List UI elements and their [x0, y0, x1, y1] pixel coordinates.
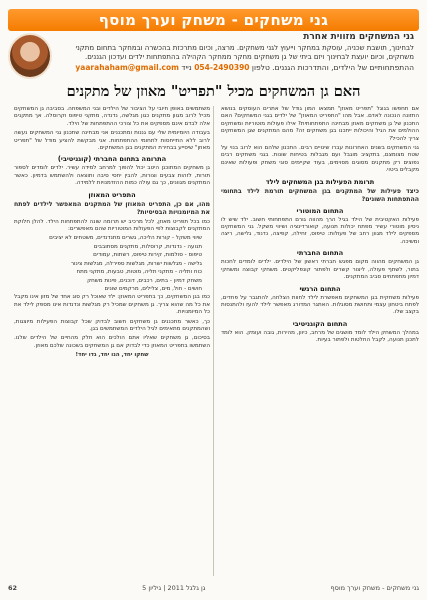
- section-heading: תרומת הפעילות בגן המשחקים לילד: [265, 177, 375, 186]
- paragraph: פעילות משחקית בגן המשחקים מאפשרת לילד לחוות הצלחה, להתגבר על פחדים, לפתח ביטחון עצמי ותחושת מסוגלות. האתגר המדורג מאפשר לילד להעז ולהתנסות בקצב שלו.: [221, 294, 419, 316]
- paragraph: גני המשחקים בשנים האחרונות עברו שינויים רבים. התכנון שלהם הוא לרוב בנוי על שטח מצומצם, בתקציב מוגבל ועם מגבלות בטיחות שונות. בגני משחקים רבים נפוצים רק מתקנים מסוגים מסוימים, בעוד שקיימים סוגי משחק ופעולות שאינם מקבלים ביטוי.: [221, 145, 419, 174]
- paragraph: כמו בכל תפריט מאוזן, לכל מרכיב יש תרומה שונה להתפתחות הילד. להלן חלוקת המתקנים לקבוצות לפי הפעולות המוטוריות שהם מאפשרים:: [14, 218, 210, 233]
- list-item: כוח ותליה - מתקני תליה, מוטות, טבעות, מתקני מתח: [76, 269, 202, 276]
- subsection-heading: התחום הקוגניטיבי: [292, 319, 348, 328]
- list-item: גלישה - מגלשות ישרות, מגלשות ספירלה, מגלשות צינור: [70, 260, 202, 267]
- paragraph: משתמשים באופן חיובי על הציבור של הילדים ובני המשפחה. בסביבה גן המשחקים מכיל לרוב מגוון מתקנים כגון מגלשה, נדנדה, מתקני טיפוס וקרוסלה. אך מתקנים אלה לבדם אינם מספקים את כל צורכי ההתפתחות של הילד.: [14, 106, 210, 127]
- list-item: טיפוס - סולמות, קירות טיפוס, רשתות, עמודים: [93, 252, 202, 259]
- paragraph: גן המשחקים מהווה מקום מפגש חברתי ראשון של הילדים. ילדים לומדים לחכות בתור, לשתף פעולה, ליצור קשרים ולפתור קונפליקטים. משחקי קבוצה ומשחקי דמיון מתפתחים סביב המתקנים.: [221, 259, 419, 281]
- subsection-heading: התרומה בתחום החברתי (קוגניטיבי): [57, 155, 167, 164]
- footer-issue: גן גלגל 2011 | גיליון 5: [142, 584, 206, 592]
- intro-paragraph: אם תחפשו בגוגל "תפריט מאוזן" תמצאו המון גודל של אתרים העוסקים בנושא התזונה הנכונה לאדם. אבל מהו "התפריט המאוזן" של ילדים בגני המשחקים? האם התכנון של גן משחקים מאוזן מבחינה התפתחותית? אילו פעולות מוטוריות ומשחקים ההולמים את הגיל והיכולות ייתכנו בגן משחקים זה? מהם המתקנים שגן המשחקים צריך להכיל?: [221, 106, 419, 142]
- section-lead: כיצד פעילות של המתקנים בגן המשחקים תורמת לילד בתחומי ההתפתחות השונים?: [221, 187, 419, 203]
- subsection-heading: התחום המוטורי: [296, 206, 344, 215]
- article-headline: האם גן המשחקים מכיל "תפריט" מאוזן של מתקנים: [66, 83, 361, 100]
- paragraph: כמו בגן המשחקים, כך בתפריט המאוזן: ילד שאוכל רק סוג אחד של מזון אינו מקבל את כל מה שהוא צריך. גן משחקים שמכיל רק מגלשות ונדנדות אינו מספק לילד את כל המיומנויות.: [14, 294, 210, 316]
- signoff: שחקו יחד, הנו יחד, גדו יחד!: [75, 352, 149, 359]
- section-heading: התפריט המאוזן: [88, 190, 136, 199]
- phone-number: 054-2490390: [194, 63, 250, 72]
- email-address[interactable]: yaarahaham@gmail.com: [75, 63, 179, 72]
- column-divider: [213, 106, 214, 576]
- footer-section: גני משחקים - משחק וערך מוסף: [330, 584, 419, 592]
- paragraph: בסיכום, גן משחקים שאליו אתם הולכים הוא חלק מהחיים של הילדים שלנו. השתמשו בתפריט המאוזן כדי לבדוק אם גן המשחקים בשכונה שלכם מאוזן.: [14, 335, 210, 349]
- list-item: שיווי משקל - קורות הליכה, גשרים מתנדנדים, משטחים לא יציבים: [49, 235, 202, 242]
- section-lead: מהו, אם כן, התפריט המאוזן של המתקנים המאפשר לילדים לפתח את המיומנויות הבסיסיות?: [14, 200, 210, 216]
- banner-title: גני משחקים - משחק וערך מוסף: [98, 11, 329, 29]
- author-photo: [8, 33, 52, 79]
- mobile-label: נייד: [181, 63, 192, 72]
- subsection-heading: התחום הרגשי: [299, 284, 341, 293]
- contact-prefix: ההתפתחותיים של הילדים, והתדרכות הגננים. טלפון: [251, 63, 414, 72]
- paragraph: גן משחקים המתוכנן היטב יכול להפוך למרחב למידה עשיר. ילדים לומדים לספור תורות, לזהות צבעים וצורות, להבין יחסי סיבה ותוצאה ולהשתמש בדמיון. כאשר המתקנים מגוונים, כך גם עולה כמות ההזדמנויות ללמידה.: [14, 165, 210, 187]
- paragraph: כך, כאשר מתכננים גן משחקים חשוב לבדוק שכל קבוצות הפעילות מיוצגות, ושהמתקנים מתאימים לגיל הילדים המשתמשים בגן.: [14, 318, 210, 332]
- page-footer: [8, 582, 419, 594]
- author-contact: [60, 63, 414, 72]
- column-subtitle: גני המשחקים מזווית אחרת: [303, 32, 414, 42]
- page-number: 62: [8, 584, 18, 592]
- paragraph: פעילות האקטיבית של הילד בגיל הרך מהווה גורם התפתחותי חשוב. ילד שיש לו ניסיון מוטורי עשיר מפתח יכולות תנועה, קואורדינציה ושיווי משקל. גני המשחקים מספקים לילד מגוון רחב של פעולות: טיפוס, זחילה, קפיצה, נדנוד, גלישה, ריצה ומשיכה.: [221, 216, 419, 245]
- list-item: תנועה - נדנדות, קרוסלות, מתקנים מסתובבים: [93, 243, 202, 250]
- right-column: [221, 106, 419, 347]
- list-item: משחק דמיון - בתים, רכבים, דוכנים, פינות משחק: [87, 277, 202, 284]
- author-bio: לבחינוך, תושבת שכניה, עוסקת במחקר וייעוץ לגני משחקים. מרצה, וכיום מתרכזת בהכשרה ובמחקר בתחום מתקני משחקים, וכיום יועצת לבחינוך ויזם ביתי של גן משחקים מחקר ממחקר הקהילה בהתפתחות ילדים ועדכון הגננים.: [75, 44, 414, 61]
- list-item: חושים - חול, מים, צלילים, מרקמים שונים: [104, 285, 202, 292]
- subsection-heading: התחום החברתי: [296, 249, 344, 258]
- paragraph: בעבודה היומיומית שלי עם גננות ומתכננים אני מבחינה שתכנון גני המשחקים נעשה לרוב ללא התייחסות לתחומי ההתפתחות. אני מבקשת להציע מודל של "תפריט מאוזן" שיסייע בבחירת המתקנים בגן המשחקים.: [14, 130, 210, 152]
- equipment-list: [14, 235, 210, 293]
- section-banner: [8, 9, 419, 31]
- left-column: [14, 106, 210, 362]
- paragraph: במהלך המשחק הילד לומד מושגים של מרחב, כיוון, מהירות, גובה ועומק. הוא לומד לתכנן תנועה, לקבל החלטות ולפתור בעיות.: [221, 329, 419, 344]
